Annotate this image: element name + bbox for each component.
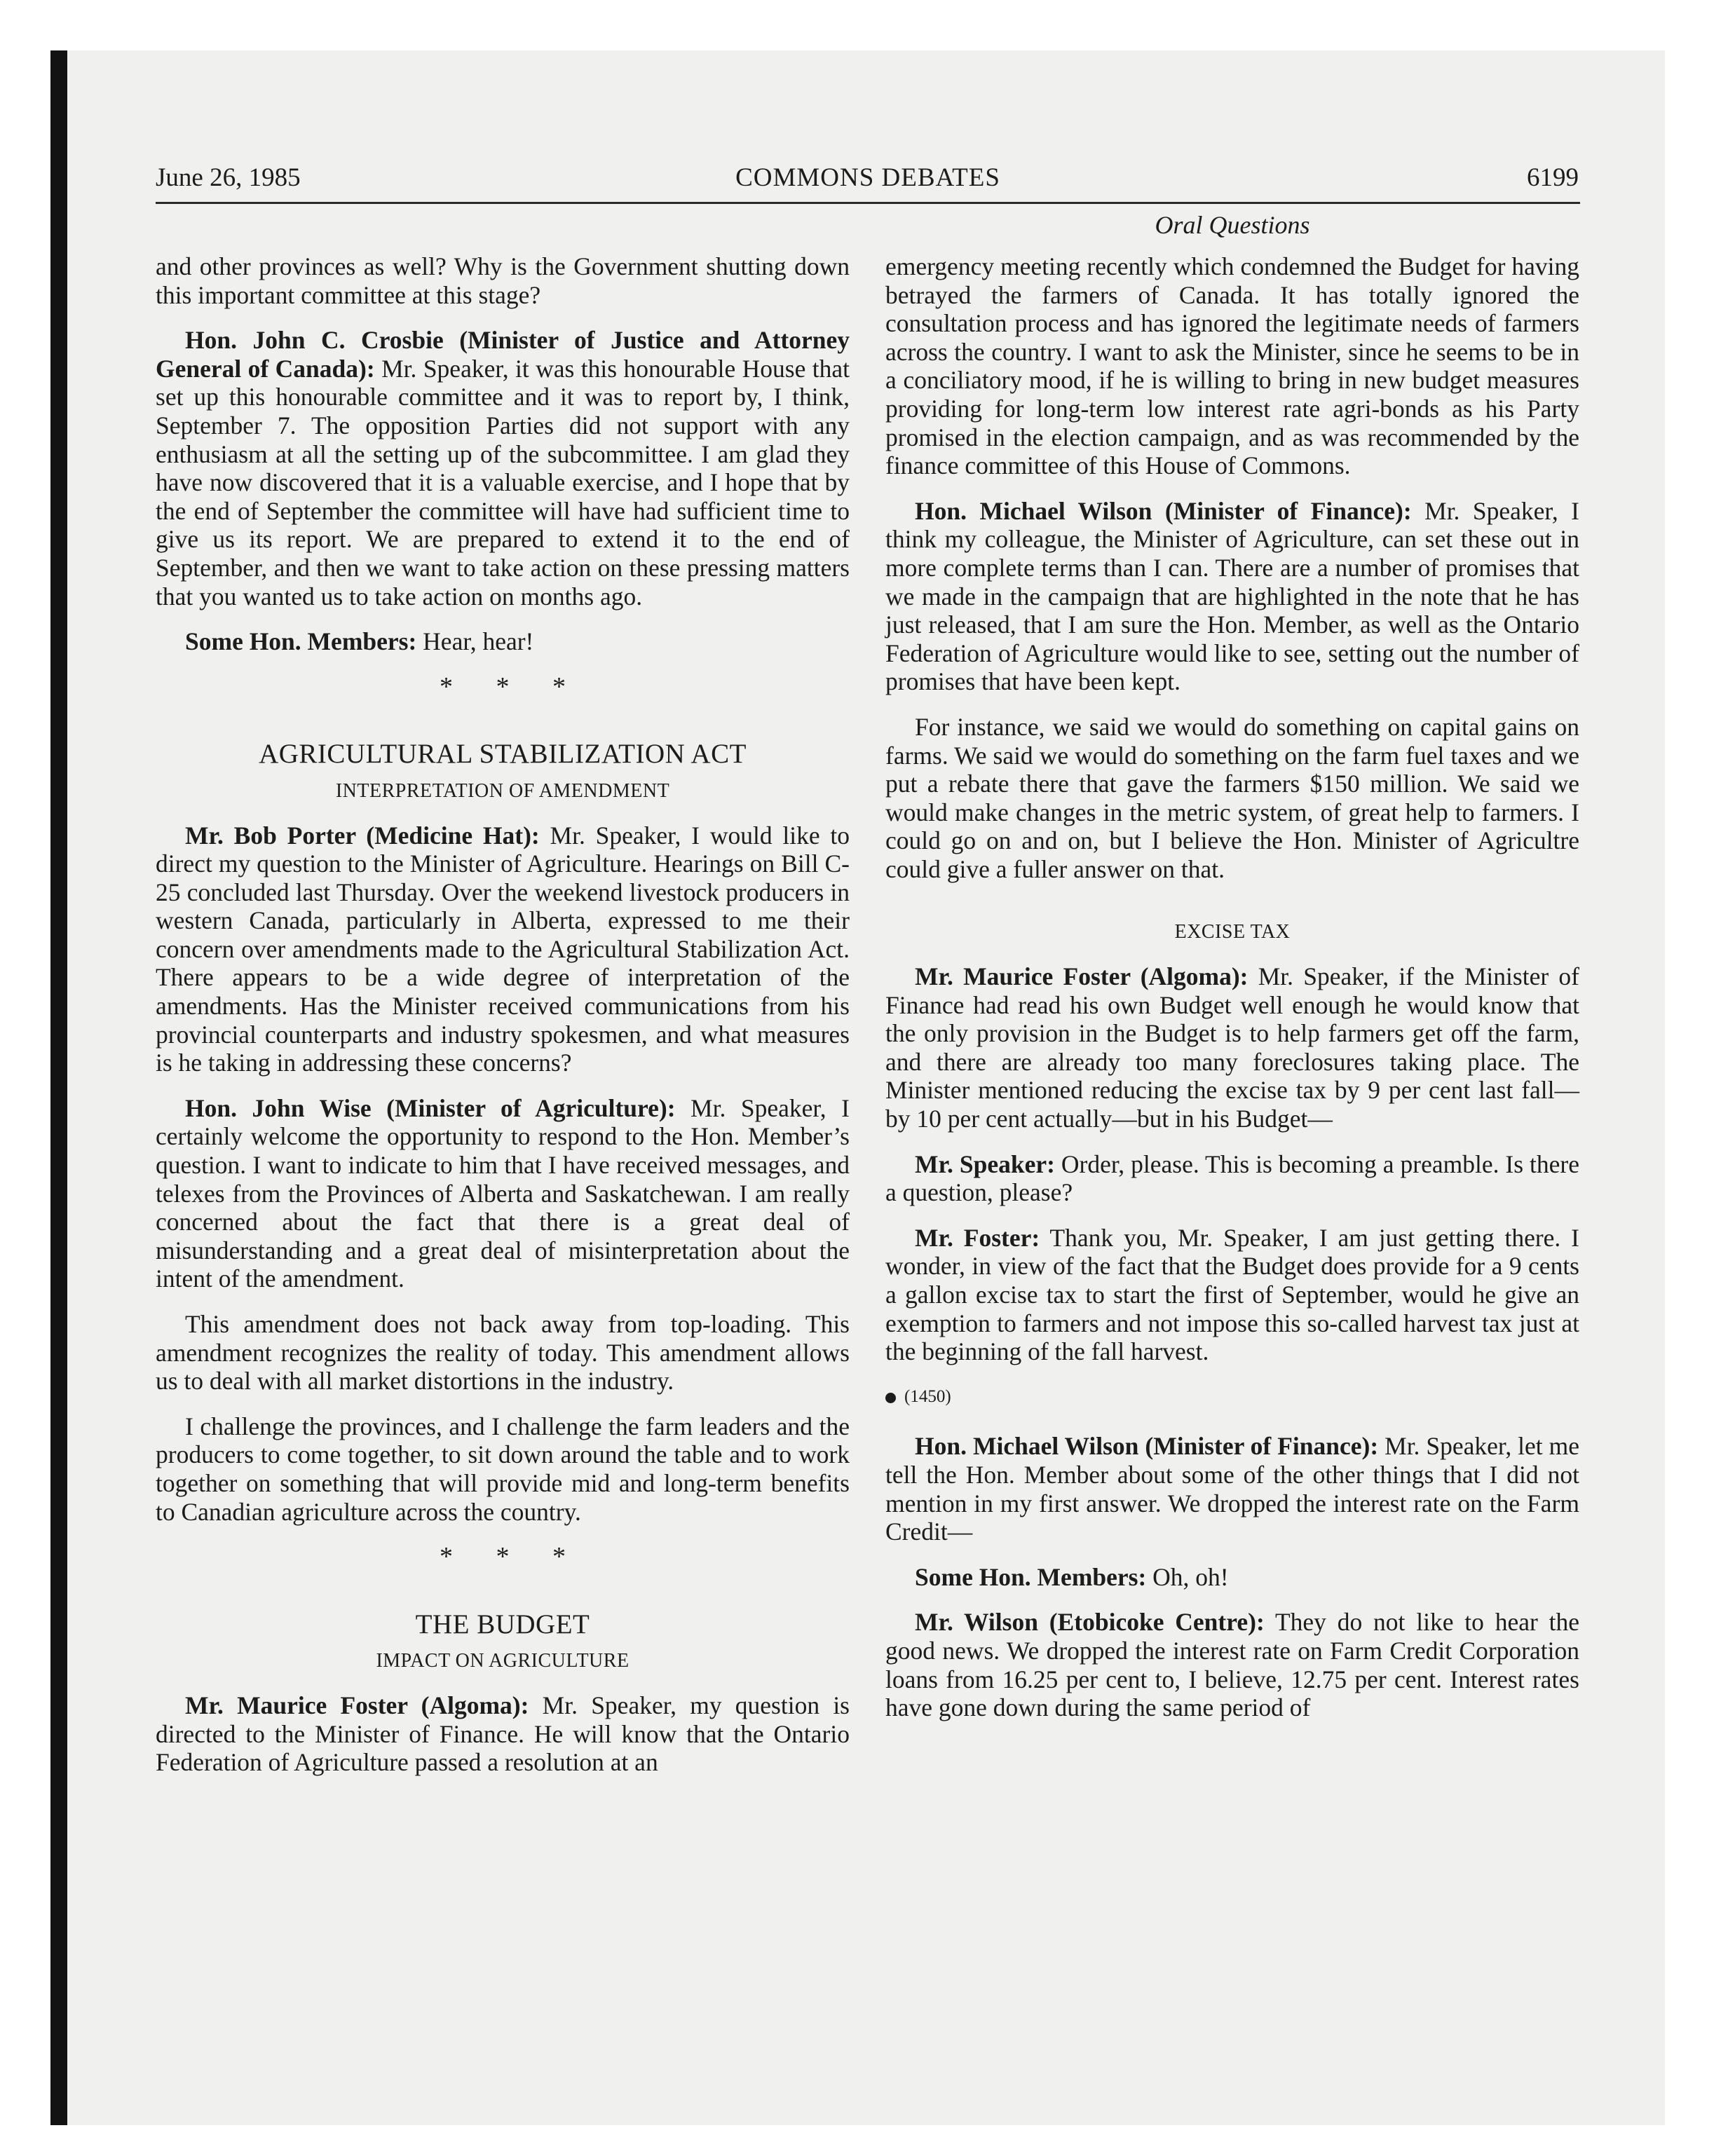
speaker-name: Some Hon. Members: — [185, 627, 417, 656]
section-separator: * * * — [440, 671, 584, 702]
section-heading: THE BUDGET — [415, 1609, 590, 1639]
speaker-name: Mr. Speaker: — [915, 1149, 1055, 1178]
speaker-name: Mr. Maurice Foster (Algoma): — [915, 962, 1248, 991]
right-column — [885, 252, 1579, 1739]
speech-text: Mr. Speaker, if the Minister of Finance had read his own Budget well enough he would know that the only provision in the Budget is to help farmers get off the farm, and there are already too many foreclosures taking place. The Minister mentioned reducing the excise tax by 9 per cent last fall—by 10 per cent actually—but in his Budget— — [885, 962, 1579, 1133]
paragraph: and other provinces as well? Why is the Government shutting down this important committee at this stage? — [156, 252, 850, 309]
paragraph — [885, 962, 1579, 1133]
paragraph — [885, 497, 1579, 696]
scan-edge — [50, 50, 67, 2125]
paragraph — [156, 627, 850, 656]
speech-text: Hear, hear! — [416, 627, 534, 656]
speaker-name: Mr. Wilson (Etobicoke Centre): — [915, 1608, 1265, 1637]
speech-text: Mr. Speaker, I think my colleague, the Minister of Agriculture, can set these out in more complete terms than I can. There are a number of promises that we made in the campaign that are highlighted in the note that he has just released, that I am sure the Hon. Member, as well as the Ontario Federation of Agriculture would like to see, setting out the number of promises that have been kept. — [885, 496, 1579, 696]
paragraph — [885, 1563, 1579, 1592]
speaker-name: Mr. Maurice Foster (Algoma): — [185, 1691, 529, 1719]
paragraph: For instance, we said we would do something on capital gains on farms. We said we would do something on the farm fuel taxes and we put a rebate there that gave the farmers $150 million. We said we would make changes in the metric system, of great help to farmers. I could go on and on, but I believe the Hon. Minister of Agricultre could give a fuller answer on that. — [885, 712, 1579, 883]
time-marker — [885, 1383, 1579, 1412]
paragraph — [885, 1608, 1579, 1721]
time-marker-text: (1450) — [904, 1386, 951, 1406]
speaker-name: Hon. Michael Wilson (Minister of Finance): — [915, 1432, 1379, 1461]
paragraph: emergency meeting recently which condemned the Budget for having betrayed the farmers of Canada. It has totally ignored the consultation process and has ignored the legitimate needs of farmers across the country. I want to ask the Minister, since he seems to be in a conciliatory mood, if he is willing to bring in new budget measures providing for long-term low interest rate agri-bonds as his Party promised in the election campaign, and as was recommended by the finance committee of this House of Commons. — [885, 252, 1579, 480]
speech-text: Mr. Speaker, my question is directed to the Minister of Finance. He will know that the Ontario Federation of Agriculture passed a resolution at an — [156, 1691, 850, 1777]
section-separator: * * * — [440, 1542, 584, 1572]
speech-text: Mr. Speaker, let me tell the Hon. Member about some of the other things that I did not mention in my first answer. We dropped the interest rate on the Farm Credit— — [885, 1432, 1579, 1546]
paragraph — [156, 821, 850, 1077]
header-date: June 26, 1985 — [156, 163, 301, 192]
speech-text: Oh, oh! — [1146, 1562, 1229, 1591]
section-subheading: EXCISE TAX — [1174, 921, 1291, 943]
bullet-dot-icon — [885, 1393, 896, 1403]
speech-text: Order, please. This is becoming a preamble. Is there a question, please? — [885, 1149, 1579, 1207]
speech-text: Mr. Speaker, I certainly welcome the opportunity to respond to the Hon. Member’s question. I want to indicate to him that I have received messages, and telexes from the Provinces of Alberta and Saskatchewan. I am really concerned about the fact that there is a great deal of misunderstanding and a great deal of misinterpretation about the intent of the amendment. — [156, 1093, 850, 1293]
speech-text: Mr. Speaker, it was this honourable House that set up this honourable committee and it was to report by, I think, September 7. The opposition Parties did not support with any enthusiasm at all the setting up of the subcommittee. I am glad they have now discovered that it is a valuable exercise, and I hope that by the end of September the committee will have had sufficient time to give us its report. We are prepared to extend it to the end of September, and then we want to take action on these pressing matters that you wanted us to take action on months ago. — [156, 354, 850, 610]
speaker-name: Hon. John Wise (Minister of Agriculture): — [185, 1093, 676, 1122]
speaker-name: Mr. Bob Porter (Medicine Hat): — [185, 821, 540, 850]
page-header — [156, 158, 1580, 204]
section-subheading: INTERPRETATION OF AMENDMENT — [335, 779, 670, 802]
paragraph: This amendment does not back away from top-loading. This amendment recognizes the reality of today. This amendment allows us to deal with all market distortions in the industry. — [156, 1310, 850, 1396]
paragraph: I challenge the provinces, and I challenge the farm leaders and the producers to come together, to sit down around the table and to work together on something that will provide mid and long-term benefits to Canadian agriculture across the country. — [156, 1412, 850, 1526]
paragraph — [885, 1150, 1579, 1207]
paragraph — [885, 1224, 1579, 1366]
left-column — [156, 252, 850, 1794]
header-page-number: 6199 — [1527, 163, 1579, 192]
paragraph — [156, 1094, 850, 1293]
speech-text: Mr. Speaker, I would like to direct my question to the Minister of Agriculture. Hearings on Bill C-25 concluded last Thursday. Over the weekend livestock producers in western Canada, particularly in Alberta, expressed to me their concern over amendments made to the Agricultural Stabilization Act. There appears to be a wide degree of interpretation of the amendments. Has the Minister received communications from his provincial counterparts and industry spokesmen, and what measures is he taking in addressing these concerns? — [156, 821, 850, 1077]
speaker-name: Some Hon. Members: — [915, 1562, 1147, 1591]
paragraph — [885, 1432, 1579, 1546]
speaker-name: Hon. John C. Crosbie (Minister of Justice and Attorney General of Canada): — [156, 326, 850, 383]
speech-text: Thank you, Mr. Speaker, I am just getting there. I wonder, in view of the fact that the Budget does provide for a 9 cents a gallon excise tax to start the first of September, would he give an exemption to farmers and not impose this so-called harvest tax just at the beginning of the fall harvest. — [885, 1223, 1579, 1366]
section-label: Oral Questions — [1155, 211, 1310, 239]
section-heading: AGRICULTURAL STABILIZATION ACT — [259, 739, 747, 770]
speaker-name: Mr. Foster: — [915, 1223, 1040, 1252]
speaker-name: Hon. Michael Wilson (Minister of Finance): — [915, 496, 1412, 525]
speech-text: They do not like to hear the good news. We dropped the interest rate on Farm Credit Corporation loans from 16.25 per cent to, I believe, 12.75 per cent. Interest rates have gone down during the same period of — [885, 1608, 1579, 1722]
paragraph — [156, 326, 850, 610]
header-title: COMMONS DEBATES — [735, 163, 1000, 192]
section-subheading: IMPACT ON AGRICULTURE — [376, 1650, 630, 1672]
paragraph — [156, 1691, 850, 1777]
